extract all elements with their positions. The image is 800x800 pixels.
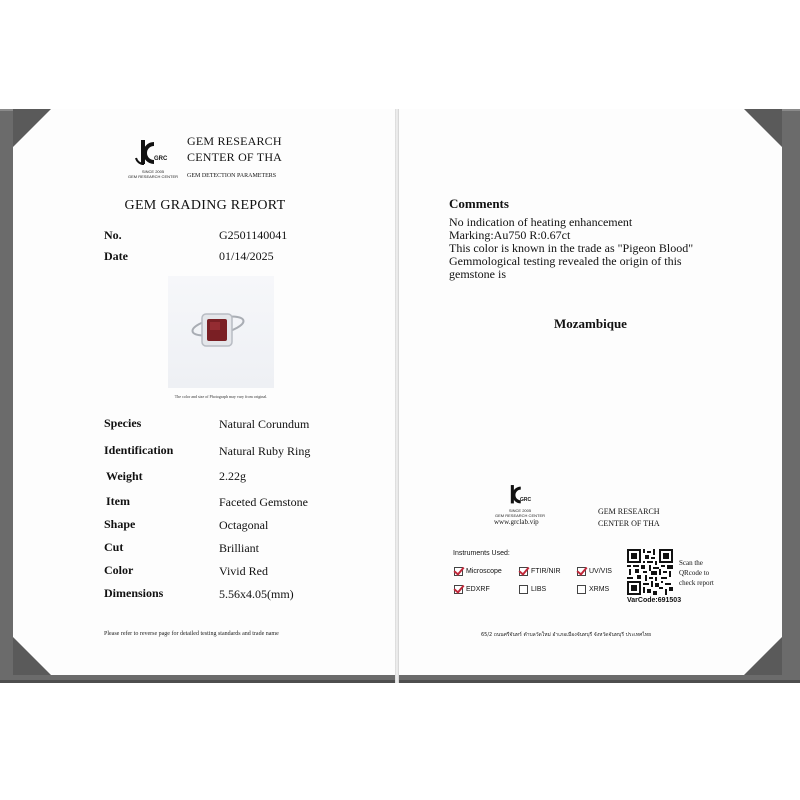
logo-right-since: SINCE 2005 <box>508 508 532 513</box>
identification-label: Identification <box>104 443 174 457</box>
logo-center-name: GEM RESEARCH CENTER <box>128 174 179 179</box>
species-label: Species <box>104 416 142 430</box>
xrms-checkbox <box>577 585 586 594</box>
edxrf-label: EDXRF <box>466 586 490 593</box>
comment-line-2: Marking:Au750 R:0.67ct <box>449 228 571 242</box>
logo-right-center: GEM RESEARCH CENTER <box>495 513 546 518</box>
item-label: Item <box>106 494 130 508</box>
photo-caption: The color and size of Photograph may vary from original. <box>174 394 268 399</box>
corner-pocket-bottom-right <box>744 637 782 675</box>
report-number-value: G2501140041 <box>219 228 288 242</box>
weight-value: 2.22g <box>219 469 246 483</box>
gem-photo <box>168 276 274 388</box>
comment-line-1: No indication of heating enhancement <box>449 215 633 229</box>
item-value: Faceted Gemstone <box>219 495 308 509</box>
right-org-line1: GEM RESEARCH <box>598 507 660 516</box>
org-name-line1: GEM RESEARCH <box>187 134 282 148</box>
shape-value: Octagonal <box>219 518 269 532</box>
org-name-line2: CENTER OF THA <box>187 150 283 164</box>
cut-label: Cut <box>104 540 124 554</box>
left-page <box>13 109 396 675</box>
xrms-label: XRMS <box>589 586 610 593</box>
logo-since: SINCE 2005 <box>141 169 165 174</box>
comment-line-5: gemstone is <box>449 267 506 281</box>
ftir-nir-checkbox <box>519 567 528 576</box>
corner-pocket-bottom-left <box>13 637 51 675</box>
logo-right-text: GRC <box>520 497 532 503</box>
libs-label: LIBS <box>531 586 547 593</box>
lab-address: 65/2 ถนนศรีจันทร์ ตำบลวัดใหม่ อำเภอเมืองจันทบุรี จังหวัดจันทบุรี ประเทศไทย <box>481 632 652 638</box>
grc-logo-icon <box>130 136 176 170</box>
grc-logo-right-icon <box>498 482 542 508</box>
date-value: 01/14/2025 <box>219 249 274 263</box>
date-label: Date <box>104 249 128 263</box>
corner-pocket-top-right <box>744 109 782 147</box>
scan-line-3: check report <box>679 579 714 587</box>
microscope-label: Microscope <box>466 568 502 575</box>
dimensions-label: Dimensions <box>104 586 164 600</box>
ftir-nir-label: FTIR/NIR <box>531 568 561 575</box>
uv-vis-label: UV/VIS <box>589 568 612 575</box>
weight-label: Weight <box>106 469 143 483</box>
ruby-ring-image <box>168 276 274 388</box>
origin-value: Mozambique <box>554 316 627 331</box>
color-value: Vivid Red <box>219 564 268 578</box>
comments-title: Comments <box>449 196 509 211</box>
report-title: GEM GRADING REPORT <box>124 198 286 213</box>
shape-label: Shape <box>104 517 136 531</box>
website-link[interactable]: www.grclab.vip <box>494 518 539 526</box>
uv-vis-checkbox <box>577 567 586 576</box>
identification-value: Natural Ruby Ring <box>219 444 311 458</box>
org-tagline: GEM DETECTION PARAMETERS <box>187 173 277 179</box>
report-number-label: No. <box>104 228 122 242</box>
microscope-checkbox <box>454 567 463 576</box>
logo-text: GRC <box>154 156 168 162</box>
dimensions-value: 5.56x4.05(mm) <box>219 587 294 601</box>
scan-line-2: QRcode to <box>679 569 710 577</box>
grc-logo-right <box>495 482 546 522</box>
instruments-title: Instruments Used: <box>453 550 510 557</box>
reverse-page-note: Please refer to reverse page for detailed testing standards and trade name <box>104 631 279 637</box>
right-org-line2: CENTER OF THA <box>598 519 660 528</box>
color-label: Color <box>104 563 134 577</box>
edxrf-checkbox <box>454 585 463 594</box>
page-spine <box>395 109 399 683</box>
corner-pocket-top-left <box>13 109 51 147</box>
cut-value: Brilliant <box>219 541 259 555</box>
grc-logo <box>128 136 179 182</box>
comment-line-4: Gemmological testing revealed the origin of this <box>449 254 682 268</box>
species-value: Natural Corundum <box>219 417 310 431</box>
qr-code[interactable] <box>627 549 673 595</box>
comment-line-3: This color is known in the trade as "Pigeon Blood" <box>449 241 694 255</box>
libs-checkbox <box>519 585 528 594</box>
scan-line-1: Scan the <box>679 559 703 567</box>
var-code: VarCode:691503 <box>627 597 682 604</box>
